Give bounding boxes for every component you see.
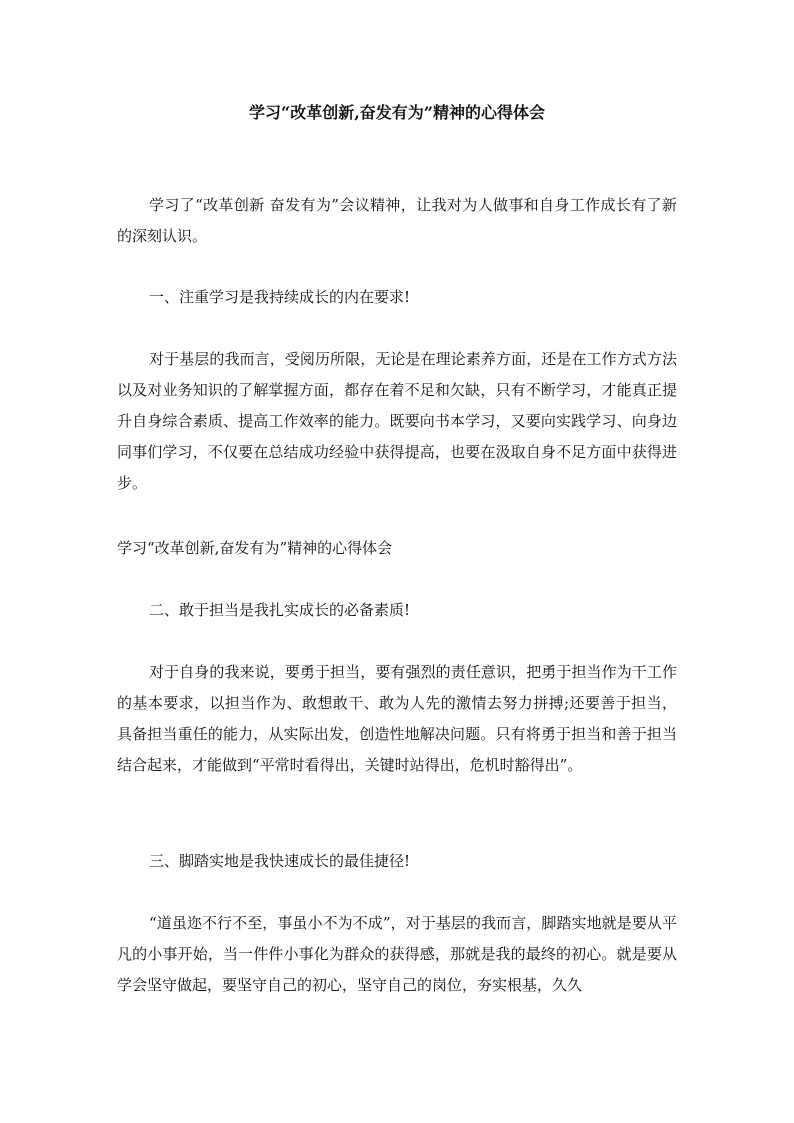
intro-paragraph: 学习了“改革创新 奋发有为”会议精神，让我对为人做事和自身工作成长有了新的深刻认识。	[117, 196, 677, 245]
section-paragraph-3: “道虽迩不行不至，事虽小不为不成”，对于基层的我而言，脚踏实地就是要从平凡的小事开始，当一件件小事化为群众的获得感，那就是我的最终的初心。就是要从学会坚守做起，要坚守自己的初心，坚守自己的岗位，夯实根基，久久	[117, 914, 677, 994]
document-title: 学习“改革创新,奋发有为”精神的心得体会	[249, 103, 545, 122]
section-paragraph-1: 对于基层的我而言，受阅历所限，无论是在理论素养方面，还是在工作方式方法以及对业务知识的了解掌握方面，都存在着不足和欠缺，只有不断学习，才能真正提升自身综合素质、提高工作效率的能力。既要向书本学习，又要向实践学习、向身边同事们学习，不仅要在总结成功经验中获得提高，也要在汲取自身不足方面中获得进步。	[117, 350, 677, 492]
repeated-title-line: 学习“改革创新,奋发有为”精神的心得体会	[117, 539, 393, 557]
section-heading-1: 一、注重学习是我持续成长的内在要求!	[149, 288, 411, 306]
section-heading-2: 二、敢于担当是我扎实成长的必备素质!	[149, 601, 411, 619]
section-paragraph-2: 对于自身的我来说，要勇于担当，要有强烈的责任意识，把勇于担当作为干工作的基本要求，以担当作为、敢想敢干、敢为人先的激情去努力拼搏;还要善于担当，具备担当重任的能力，从实际出发，创造性地解决问题。只有将勇于担当和善于担当结合起来，才能做到“平常时看得出，关键时站得出，危机时豁得出”。	[117, 663, 677, 774]
section-heading-3: 三、脚踏实地是我快速成长的最佳捷径!	[149, 852, 411, 870]
